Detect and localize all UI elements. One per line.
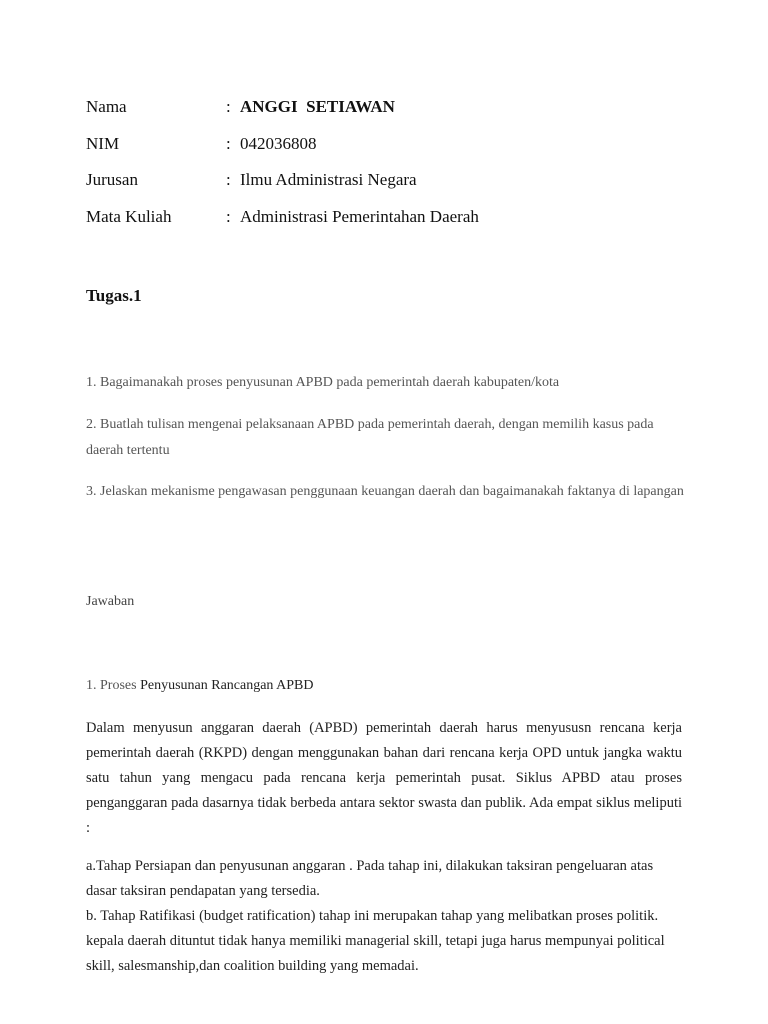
assignment-heading: Tugas.1 <box>86 286 142 305</box>
nim-value: 042036808 <box>240 134 317 153</box>
jurusan-label: Jurusan <box>86 170 138 189</box>
jurusan-value: Ilmu Administrasi Negara <box>240 170 417 189</box>
matakuliah-label: Mata Kuliah <box>86 207 172 226</box>
jurusan-colon: : <box>226 170 231 189</box>
nim-colon: : <box>226 134 231 153</box>
list-item-b: b. Tahap Ratifikasi (budget ratification) tahap ini merupakan tahap yang melibatkan proses politik. kepala daerah dituntut tidak hanya memiliki managerial skill, tetapi juga harus mempunyai political skill, salesmanship,dan coalition building yang memadai. <box>86 908 665 974</box>
jawaban-label: Jawaban <box>86 594 135 609</box>
section-number: 1. Proses <box>86 678 141 693</box>
list-item-a: a.Tahap Persiapan dan penyusunan anggaran . Pada tahap ini, dilakukan taksiran pengeluaran atas dasar taksiran pendapatan yang tersedia. <box>86 858 654 899</box>
question-3: 3. Jelaskan mekanisme pengawasan penggunaan keuangan daerah dan bagaimanakah faktanya di lapangan <box>86 484 684 499</box>
matakuliah-colon: : <box>226 207 231 226</box>
question-1: 1. Bagaimanakah proses penyusunan APBD pada pemerintah daerah kabupaten/kota <box>86 375 560 390</box>
nim-label: NIM <box>86 134 120 153</box>
section-title: Penyusunan Rancangan APBD <box>140 678 314 693</box>
answer-list <box>86 854 682 979</box>
answer-section-heading <box>86 678 314 694</box>
question-2: 2. Buatlah tulisan mengenai pelaksanaan APBD pada pemerintah daerah, dengan memilih kasus pada daerah tertentu <box>86 417 654 458</box>
matakuliah-value: Administrasi Pemerintahan Daerah <box>240 207 479 226</box>
nama-value: ANGGI SETIAWAN <box>240 97 395 116</box>
nama-colon: : <box>226 97 231 116</box>
answer-paragraph: Dalam menyusun anggaran daerah (APBD) pemerintah daerah harus menyususn rencana kerja pemerintah daerah (RKPD) dengan menggunakan bahan dari rencana kerja OPD untuk jangka waktu satu tahun yang mengacu pada rencana kerja pemerintah pusat. Siklus APBD atau proses penganggaran pada dasarnya tidak berbeda antara sektor swasta dan publik. Ada empat siklus meliputi : <box>86 720 682 836</box>
nama-label: Nama <box>86 97 127 116</box>
